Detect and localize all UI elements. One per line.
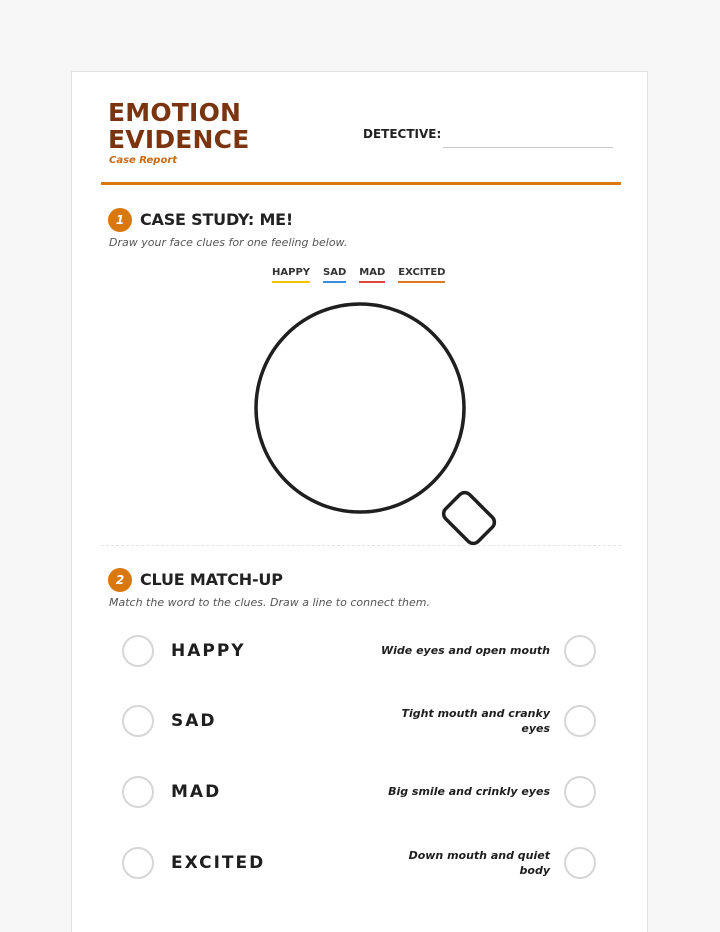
worksheet-subtitle: Case Report (109, 155, 178, 166)
section-1-badge: 1 (108, 208, 132, 232)
header-divider (101, 182, 621, 185)
clue-2-line-1: Tight mouth and cranky (401, 707, 550, 720)
match-clue-2 (380, 706, 550, 736)
word-dot-sad[interactable] (122, 705, 154, 737)
match-word-happy: HAPPY (171, 641, 246, 661)
word-dot-excited[interactable] (122, 847, 154, 879)
clue-1-line-1: Wide eyes and open mouth (381, 644, 550, 657)
section-1-instruction: Draw your face clues for one feeling below. (109, 236, 348, 249)
magnifier-handle (441, 490, 498, 547)
match-clue-4 (380, 848, 550, 878)
section-1-title: CASE STUDY: ME! (140, 210, 294, 229)
section-2-title: CLUE MATCH-UP (140, 570, 283, 589)
word-dot-mad[interactable] (122, 776, 154, 808)
emotion-tags (272, 267, 445, 283)
clue-4-line-2: body (519, 864, 550, 877)
section-2-instruction: Match the word to the clues. Draw a line to connect them. (109, 596, 430, 609)
title-line-2: EVIDENCE (108, 125, 250, 154)
worksheet-title (108, 99, 250, 153)
section-2-badge: 2 (108, 568, 132, 592)
clue-dot-1[interactable] (564, 635, 596, 667)
worksheet-page (71, 71, 648, 932)
clue-4-line-1: Down mouth and quiet (408, 849, 550, 862)
word-dot-happy[interactable] (122, 635, 154, 667)
detective-name-field[interactable] (443, 147, 613, 148)
match-word-excited: EXCITED (171, 853, 266, 873)
emotion-tag-mad: MAD (359, 267, 385, 283)
title-line-1: EMOTION (108, 98, 242, 127)
detective-label: DETECTIVE: (363, 127, 442, 141)
emotion-tag-happy: HAPPY (272, 267, 310, 283)
match-word-mad: MAD (171, 782, 222, 802)
match-word-sad: SAD (171, 711, 217, 731)
clue-2-line-2: eyes (521, 722, 550, 735)
emotion-tag-sad: SAD (323, 267, 346, 283)
emotion-tag-excited: EXCITED (398, 267, 445, 283)
match-clue-1 (380, 643, 550, 658)
magnifier-lens (256, 304, 464, 512)
clue-3-line-1: Big smile and crinkly eyes (388, 785, 550, 798)
section-divider (101, 545, 621, 546)
magnifier-drawing-area[interactable] (247, 285, 517, 555)
match-clue-3 (380, 784, 550, 799)
clue-dot-3[interactable] (564, 776, 596, 808)
clue-dot-2[interactable] (564, 705, 596, 737)
clue-dot-4[interactable] (564, 847, 596, 879)
